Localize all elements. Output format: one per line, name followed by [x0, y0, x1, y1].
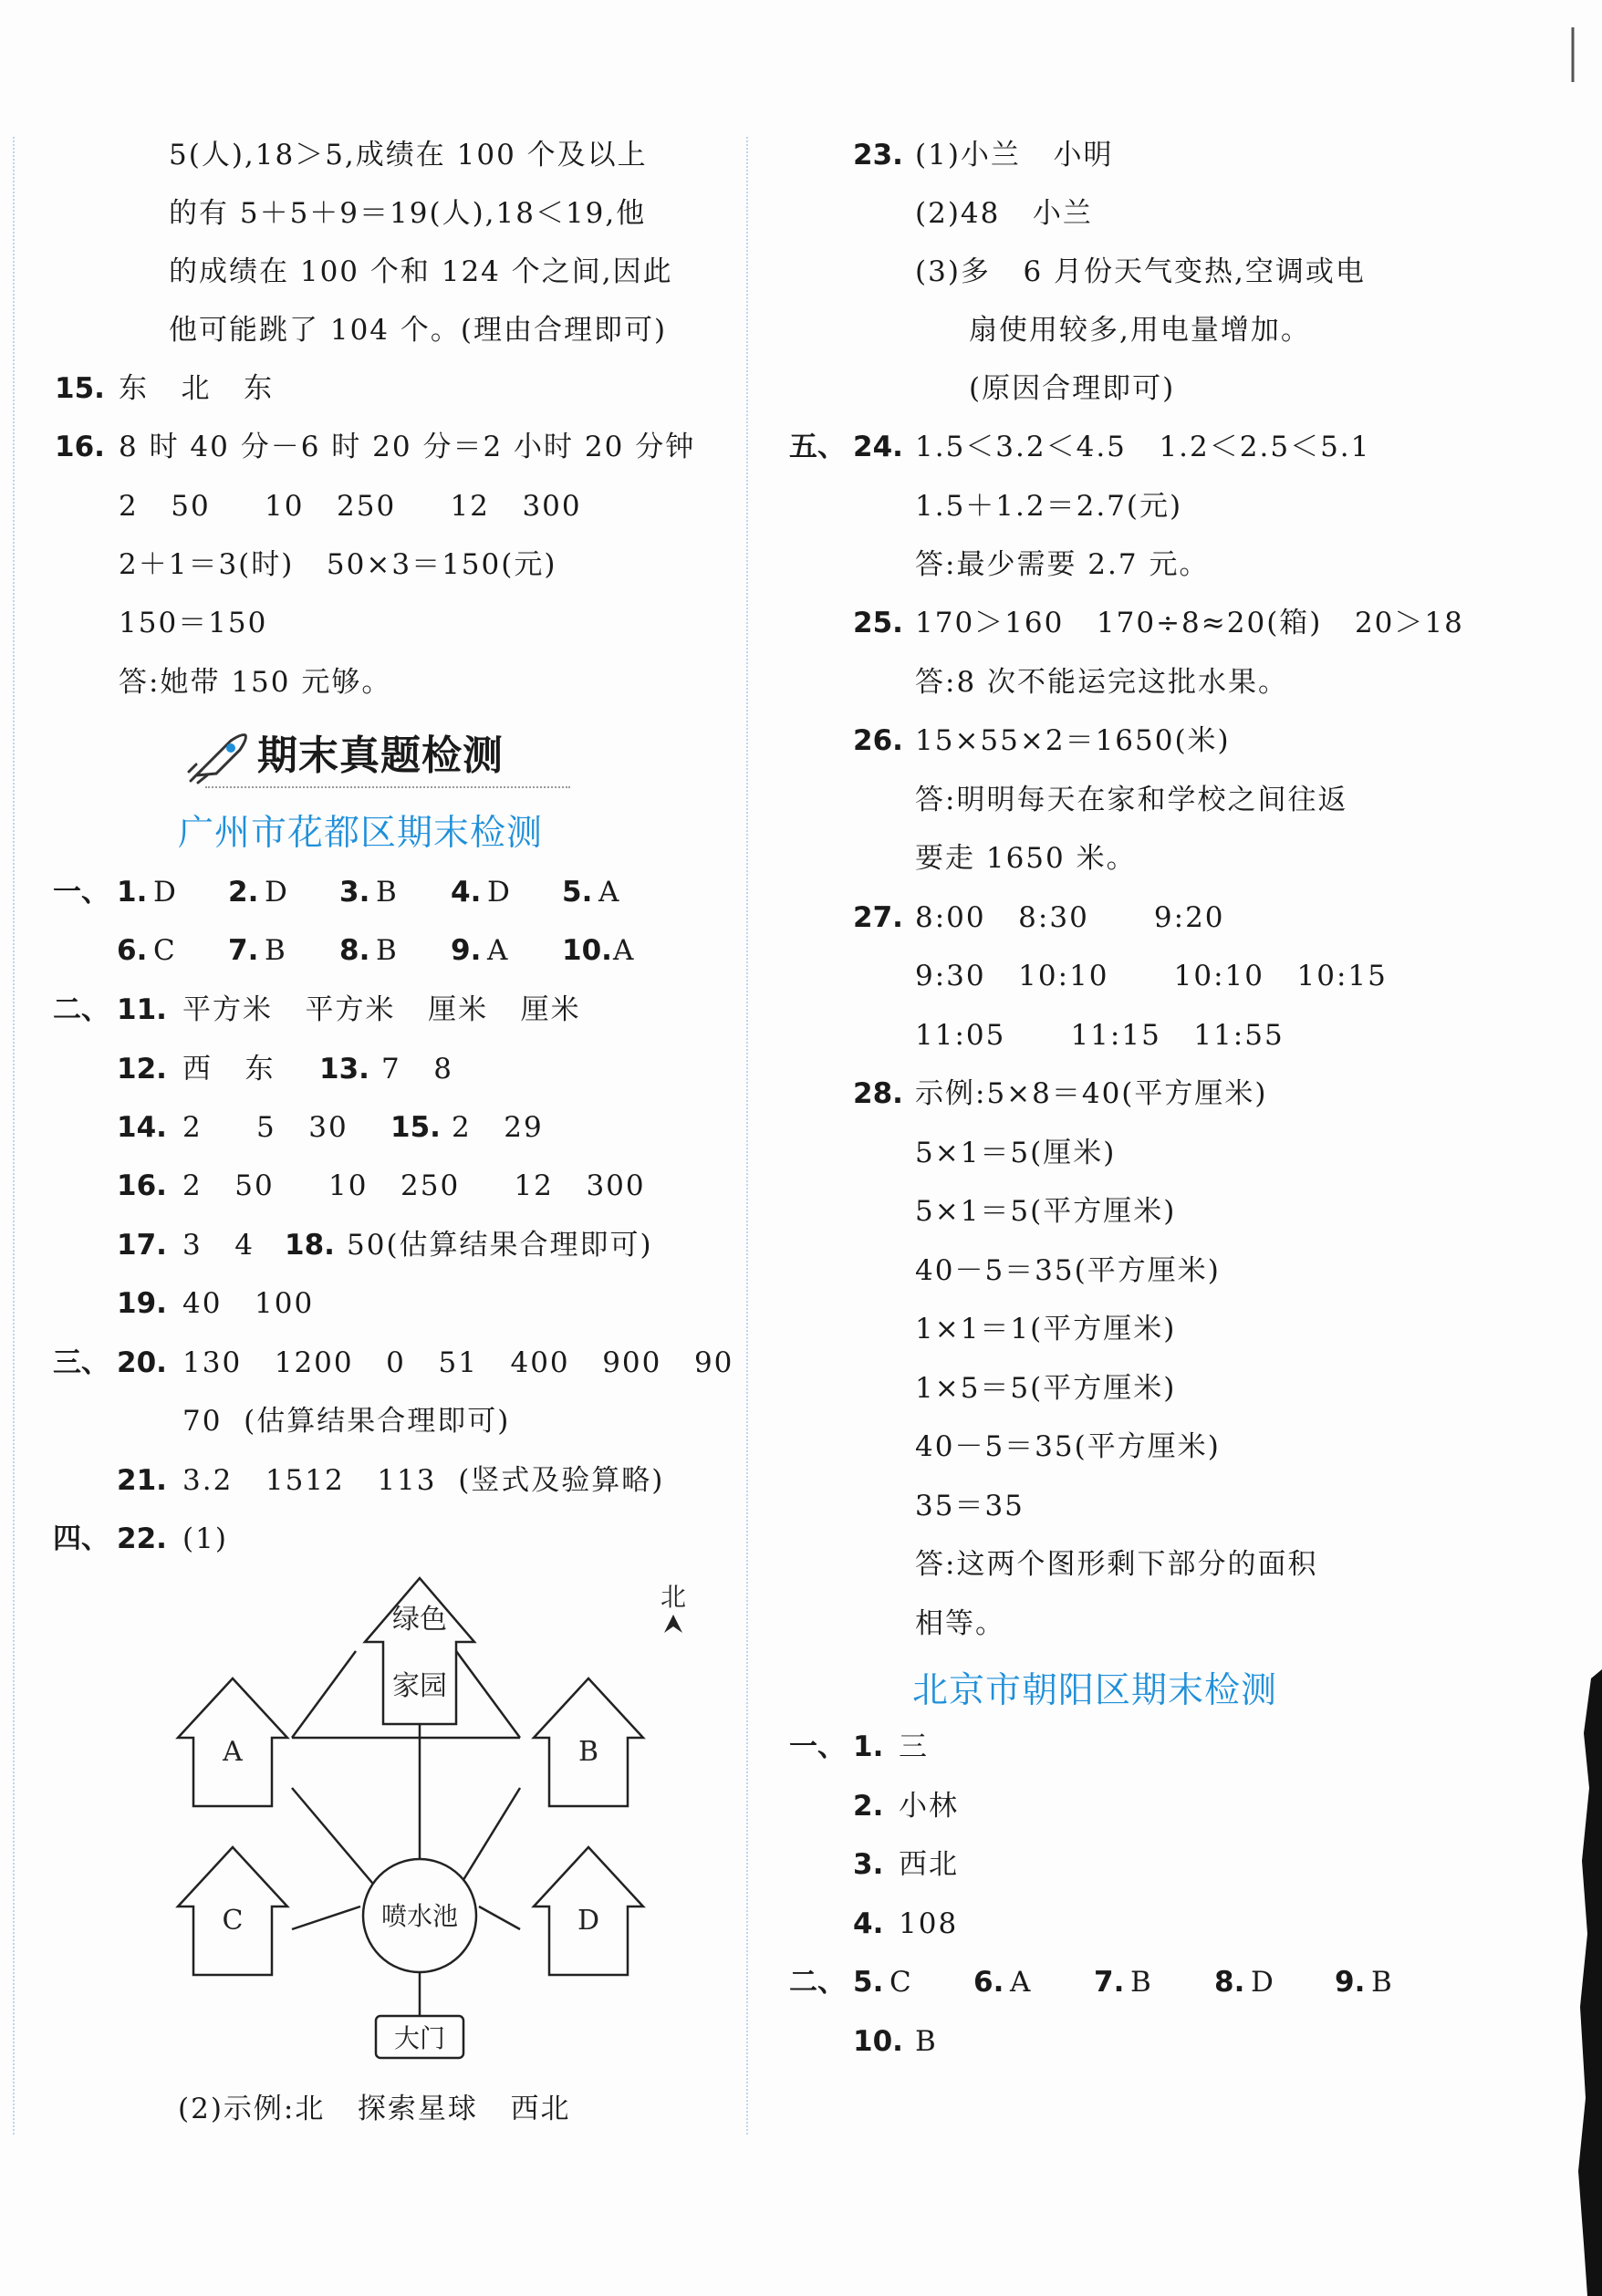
choice-answer: B [1371, 1966, 1394, 1999]
answer-text: (2)48 小兰 [915, 197, 1093, 230]
question-number: 13. [319, 1053, 369, 1086]
answer-text: 2 50 10 250 12 300 [119, 490, 582, 523]
answer-text: 3.2 1512 113 (竖式及验算略) [182, 1464, 665, 1497]
answer-text: 40 100 [182, 1287, 315, 1320]
question-number: 2. [228, 876, 259, 909]
answer-text: 扇使用较多,用电量增加。 [969, 314, 1311, 347]
answer-text: 9:30 10:10 10:10 10:15 [915, 960, 1388, 992]
part-label: 二、 [789, 1966, 846, 1999]
question-number: 18. [285, 1229, 335, 1262]
question-number: 26. [853, 724, 903, 757]
answer-text: 150＝150 [119, 607, 268, 639]
map-label-a: A [223, 1736, 243, 1768]
answer-text: 三 [899, 1730, 929, 1763]
question-number: 8. [339, 934, 370, 967]
answer-text: 东 北 东 [119, 372, 275, 405]
answer-text: (3)多 6 月份天气变热,空调或电 [915, 255, 1366, 288]
question-number: 15. [55, 372, 105, 405]
answer-text: 5×1＝5(平方厘米) [915, 1195, 1177, 1228]
choice-answer: A [1010, 1966, 1033, 1999]
question-number: 25. [853, 607, 903, 639]
answer-text: 1×5＝5(平方厘米) [915, 1372, 1177, 1405]
house-green-home [365, 1578, 474, 1724]
question-number: 9. [1335, 1966, 1366, 1999]
answer-text: 小林 [899, 1790, 959, 1823]
map-north-label: 北 [660, 1582, 687, 1612]
part-label: 四、 [53, 1522, 109, 1555]
map-label-fountain: 喷水池 [380, 1901, 459, 1931]
map-label-green-2: 家园 [392, 1670, 447, 1702]
choice-answer: A [598, 876, 621, 909]
page-edge-shadow [1566, 0, 1602, 2296]
question-number: 3. [853, 1848, 884, 1881]
answer-text: 170＞160 170÷8≈20(箱) 20＞18 [915, 607, 1464, 639]
answer-text: 5(人),18＞5,成绩在 100 个及以上 [169, 139, 648, 171]
question-number: 7. [1094, 1966, 1125, 1999]
part-label: 一、 [53, 876, 109, 909]
map-label-green-1: 绿色 [392, 1604, 447, 1636]
question-number: 21. [117, 1464, 167, 1497]
answer-text: 答:8 次不能运完这批水果。 [915, 666, 1289, 699]
answer-text: 要走 1650 米。 [915, 842, 1137, 875]
question-number: 2. [853, 1790, 884, 1823]
part-label: 二、 [53, 993, 109, 1026]
choice-answer: D [265, 876, 289, 909]
answer-text: 2 50 10 250 12 300 [182, 1169, 646, 1202]
question-number: 11. [117, 993, 167, 1026]
answer-text: 答:明明每天在家和学校之间往返 [915, 784, 1348, 816]
north-arrow-icon [664, 1615, 682, 1633]
column-divider [746, 137, 748, 2135]
question-number: 8. [1214, 1966, 1245, 1999]
question-number: 23. [853, 139, 903, 171]
choice-answer: D [1251, 1966, 1275, 1999]
choice-answer: C [153, 934, 177, 967]
answer-text: 40－5＝35(平方厘米) [915, 1254, 1221, 1287]
question-number: 19. [117, 1287, 167, 1320]
answer-text: 15×55×2＝1650(米) [915, 724, 1231, 757]
answer-text: B [915, 2025, 938, 2058]
answer-text: 答:她带 150 元够。 [119, 666, 392, 699]
part-label: 三、 [53, 1346, 109, 1379]
answer-text: 50(估算结果合理即可) [347, 1229, 653, 1262]
answer-text: (1)小兰 小明 [915, 139, 1114, 171]
answer-text: 答:最少需要 2.7 元。 [915, 548, 1210, 581]
rocket-icon [187, 730, 251, 784]
answer-text: 108 [899, 1907, 959, 1940]
question-number: 5. [853, 1966, 884, 1999]
question-number: 17. [117, 1229, 167, 1262]
map-label-gate: 大门 [393, 2023, 446, 2053]
answer-text: 的有 5＋5＋9＝19(人),18＜19,他 [169, 197, 647, 230]
question-number: 7. [228, 934, 259, 967]
answer-text: 5×1＝5(厘米) [915, 1137, 1117, 1169]
map-label-d: D [577, 1905, 600, 1937]
question-number: 3. [339, 876, 370, 909]
answer-text: 西 东 [182, 1053, 276, 1086]
exam-title: 北京市朝阳区期末检测 [912, 1670, 1278, 1711]
question-number: 20. [117, 1346, 167, 1379]
question-number: 6. [973, 1966, 1004, 1999]
left-margin-line [13, 137, 15, 2135]
answer-text: 7 8 [381, 1053, 454, 1086]
choice-answer: D [487, 876, 512, 909]
choice-answer: D [153, 876, 178, 909]
question-number: 16. [55, 431, 105, 463]
answer-text: 西北 [899, 1848, 959, 1881]
answer-text: 1.5＜3.2＜4.5 1.2＜2.5＜5.1 [915, 431, 1371, 463]
question-number: 14. [117, 1111, 167, 1144]
question-number: 6. [117, 934, 148, 967]
question-number: 28. [853, 1077, 903, 1110]
question-number: 15. [390, 1111, 441, 1144]
answer-text: 2＋1＝3(时) 50×3＝150(元) [119, 548, 557, 581]
map-label-b: B [577, 1736, 599, 1768]
question-number: 10. [562, 934, 612, 967]
answer-text: 2 29 [452, 1111, 544, 1144]
section-title: 期末真题检测 [257, 732, 504, 779]
question-number: 22. [117, 1522, 167, 1555]
question-number: 1. [117, 876, 148, 909]
answer-text: 答:这两个图形剩下部分的面积 [915, 1548, 1318, 1581]
question-number: 24. [853, 431, 903, 463]
question-number: 10. [853, 2025, 903, 2058]
exam-title: 广州市花都区期末检测 [178, 813, 544, 854]
answer-text: 8 时 40 分－6 时 20 分＝2 小时 20 分钟 [119, 431, 696, 463]
answer-text: (2)示例:北 探索星球 西北 [178, 2093, 571, 2125]
answer-text: 示例:5×8＝40(平方厘米) [915, 1077, 1268, 1110]
answer-text: 70 (估算结果合理即可) [182, 1405, 511, 1438]
answer-text: 40－5＝35(平方厘米) [915, 1430, 1221, 1463]
answer-text: 3 4 [182, 1229, 255, 1262]
question-number: 4. [853, 1907, 884, 1940]
choice-answer: A [487, 934, 510, 967]
answer-text: 8:00 8:30 9:20 [915, 901, 1225, 934]
choice-answer: B [376, 876, 399, 909]
choice-answer: B [1130, 1966, 1153, 1999]
question-number: 27. [853, 901, 903, 934]
question-number: 1. [853, 1730, 884, 1763]
answer-text: 11:05 11:15 11:55 [915, 1019, 1285, 1052]
section-underline [205, 786, 570, 788]
answer-text: 1×1＝1(平方厘米) [915, 1313, 1177, 1345]
answer-text: 2 5 30 [182, 1111, 348, 1144]
question-number: 4. [451, 876, 482, 909]
answer-text: (原因合理即可) [969, 372, 1176, 405]
part-label: 一、 [789, 1730, 846, 1763]
answer-text: 35＝35 [915, 1490, 1025, 1522]
question-number: 9. [451, 934, 482, 967]
question-number: 12. [117, 1053, 167, 1086]
answer-text: 他可能跳了 104 个。(理由合理即可) [169, 314, 668, 347]
question-number: 5. [562, 876, 593, 909]
choice-answer: A [613, 934, 636, 967]
answer-text: (1) [182, 1522, 228, 1555]
answer-text: 平方米 平方米 厘米 厘米 [182, 993, 581, 1026]
answer-text: 130 1200 0 51 400 900 90 [182, 1346, 734, 1379]
answer-text: 相等。 [915, 1607, 1005, 1640]
map-label-c: C [222, 1905, 244, 1937]
question-number: 16. [117, 1169, 167, 1202]
choice-answer: B [376, 934, 399, 967]
choice-answer: C [889, 1966, 913, 1999]
choice-answer: B [265, 934, 287, 967]
park-map [173, 1569, 702, 2062]
part-label: 五、 [789, 431, 846, 463]
answer-text: 1.5＋1.2＝2.7(元) [915, 490, 1183, 523]
answer-text: 的成绩在 100 个和 124 个之间,因此 [169, 255, 673, 288]
